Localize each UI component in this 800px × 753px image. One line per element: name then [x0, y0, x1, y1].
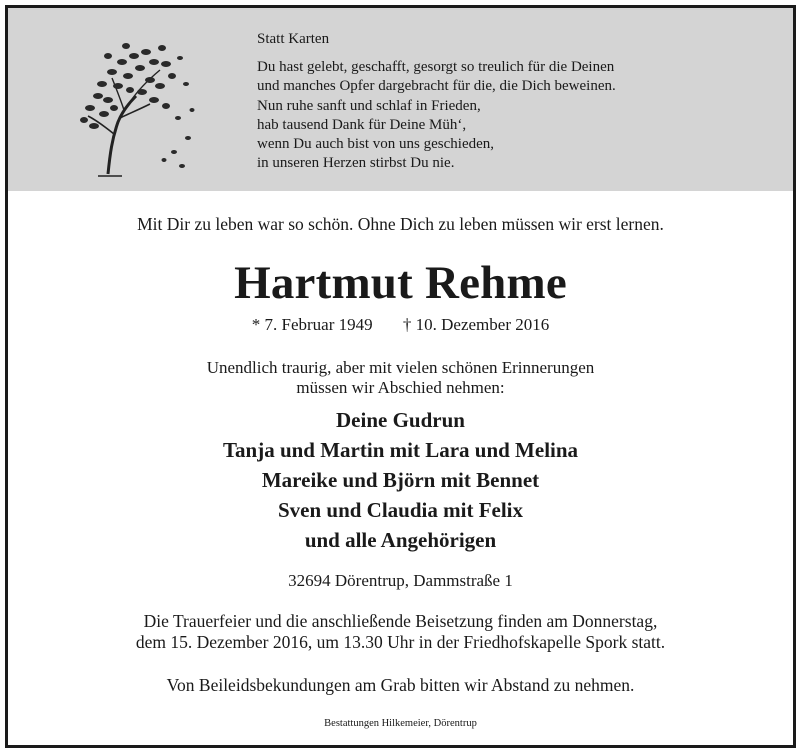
family-member: und alle Angehörigen	[304, 528, 497, 552]
sorrow-line: müssen wir Abschied nehmen:	[296, 377, 505, 397]
death-date: † 10. Dezember 2016	[402, 315, 550, 334]
address: 32694 Dörentrup, Dammstraße 1	[288, 571, 513, 590]
ceremony-line: Die Trauerfeier und die anschließende Beisetzung finden am Donnerstag,	[143, 611, 658, 631]
family-member: Tanja und Martin mit Lara und Melina	[222, 438, 579, 462]
poem-line: Nun ruhe sanft und schlaf in Frieden,	[257, 97, 481, 114]
family-member: Sven und Claudia mit Felix	[277, 498, 524, 522]
sorrow-text	[8, 358, 793, 397]
family-list	[8, 405, 793, 555]
statt-karten-label: Statt Karten	[257, 31, 330, 47]
poem-line: wenn Du auch bist von uns geschieden,	[257, 136, 495, 153]
deceased-name: Hartmut Rehme	[234, 257, 567, 309]
windswept-tree-icon	[68, 34, 198, 184]
obituary-frame	[5, 5, 796, 748]
ceremony-info	[8, 611, 793, 652]
ceremony-line: dem 15. Dezember 2016, um 13.30 Uhr in der Friedhofskapelle Spork statt.	[135, 631, 666, 652]
poem-block	[257, 30, 777, 173]
condolence-note: Von Beileidsbekundungen am Grab bitten wir Abstand zu nehmen.	[166, 675, 635, 695]
poem-line: hab tausend Dank für Deine Müh‘,	[257, 116, 467, 133]
poem-line: Du hast gelebt, geschafft, gesorgt so treulich für die Deinen	[257, 59, 615, 76]
birth-date: * 7. Februar 1949	[251, 315, 373, 334]
poem-line: und manches Opfer dargebracht für die, die Dich beweinen.	[257, 78, 616, 95]
family-member: Deine Gudrun	[336, 408, 465, 432]
poem-line: in unseren Herzen stirbst Du nie.	[257, 155, 455, 172]
sorrow-line: Unendlich traurig, aber mit vielen schönen Erinnerungen	[206, 358, 595, 377]
header-panel	[8, 8, 793, 191]
funeral-home-credit: Bestattungen Hilkemeier, Dörentrup	[324, 718, 477, 729]
life-dates	[8, 315, 793, 335]
family-member: Mareike und Björn mit Bennet	[261, 468, 540, 492]
intro-line: Mit Dir zu leben war so schön. Ohne Dich zu leben müssen wir erst lernen.	[137, 214, 664, 234]
